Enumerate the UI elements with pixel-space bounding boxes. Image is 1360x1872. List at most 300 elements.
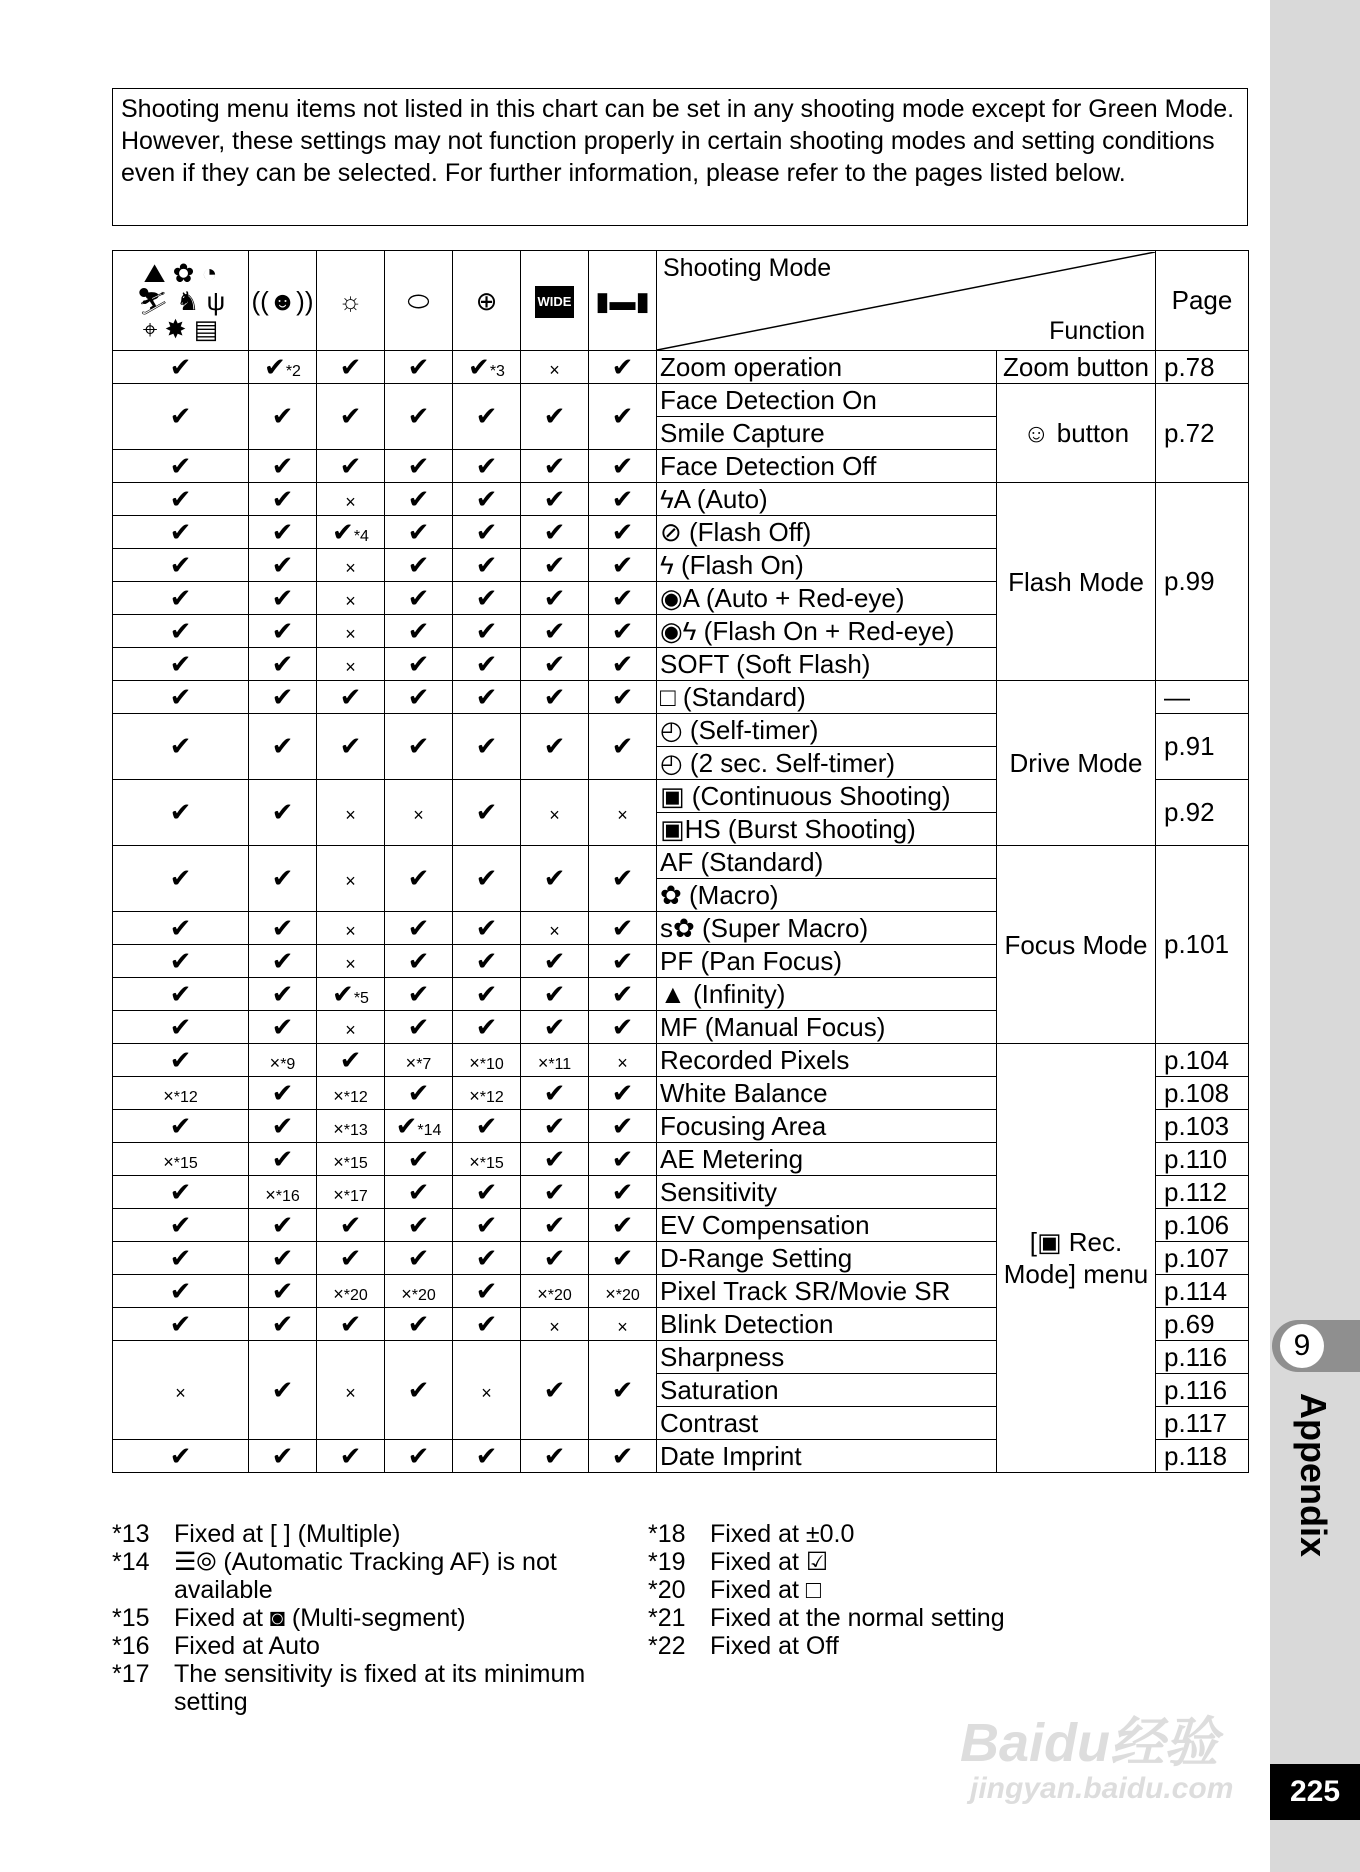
table-row <box>113 351 1249 384</box>
mode-cell: × <box>589 1044 657 1077</box>
footnote-text: The sensitivity is fixed at its minimum setting <box>174 1660 586 1716</box>
mode-cell: ✔ <box>113 1242 249 1275</box>
mode-cell: ✔ <box>589 945 657 978</box>
table-row <box>113 681 1249 714</box>
mode-cell: ✔ <box>113 450 249 483</box>
mode-cell: ×*15 <box>317 1143 385 1176</box>
mode-cell: ✔ <box>453 1308 521 1341</box>
mode-cell: ✔ <box>113 1275 249 1308</box>
function-cell: SOFT (Soft Flash) <box>657 648 997 681</box>
mode-cell: ✔ <box>317 1044 385 1077</box>
mode-cell: ✔ <box>589 549 657 582</box>
mode-cell: ✔ <box>521 1176 589 1209</box>
mode-cell: × <box>589 1308 657 1341</box>
mode-cell: ✔ <box>453 1011 521 1044</box>
function-cell: ϟ (Flash On) <box>657 549 997 582</box>
page-cell: p.99 <box>1156 483 1249 681</box>
mode-cell: ✔ <box>249 483 317 516</box>
watermark-line1: Baidu经验 <box>960 1713 1219 1773</box>
mode-cell: × <box>317 648 385 681</box>
mode-cell: ✔ <box>249 846 317 912</box>
chapter-label-box <box>1288 1392 1338 1562</box>
function-cell: ⊘ (Flash Off) <box>657 516 997 549</box>
mode-cell: ✔ <box>249 384 317 450</box>
mode-cell: × <box>521 912 589 945</box>
mode-cell: ✔ <box>453 384 521 450</box>
shooting-mode-label: Shooting Mode <box>663 253 832 282</box>
footnotes-left <box>112 1520 632 1716</box>
mode-cell: ✔ <box>249 1011 317 1044</box>
mode-cell: ✔ <box>453 549 521 582</box>
page-cell: p.91 <box>1156 714 1249 780</box>
mode-cell: ✔ <box>249 1110 317 1143</box>
mode-cell: ✔ <box>589 516 657 549</box>
mode-cell: ✔ <box>317 1242 385 1275</box>
mode-cell: ×*20 <box>589 1275 657 1308</box>
mode-cell: ✔ <box>453 615 521 648</box>
mode-cell: ×*20 <box>385 1275 453 1308</box>
mode-cell: ✔ <box>453 483 521 516</box>
function-cell: ▲ (Infinity) <box>657 978 997 1011</box>
footnote-key: *19 <box>648 1548 686 1576</box>
mode-cell: ✔ <box>385 582 453 615</box>
footnote-text: Fixed at Auto <box>174 1632 320 1660</box>
mode-function-header <box>657 251 1156 351</box>
page-cell: p.110 <box>1156 1143 1249 1176</box>
mode-cell: ✔ <box>113 483 249 516</box>
mode-cell: ✔ <box>589 681 657 714</box>
mode-cell: ✔ <box>385 978 453 1011</box>
mode-cell: ✔ <box>385 1143 453 1176</box>
function-cell: Face Detection Off <box>657 450 997 483</box>
mode-cell: ×*15 <box>453 1143 521 1176</box>
function-cell: Date Imprint <box>657 1440 997 1473</box>
function-cell: D-Range Setting <box>657 1242 997 1275</box>
mode-cell: × <box>317 780 385 846</box>
mode-cell: ×*20 <box>521 1275 589 1308</box>
footnote <box>648 1632 1128 1660</box>
mode-cell: ✔ <box>589 846 657 912</box>
mode-cell: ✔ <box>385 681 453 714</box>
footnote-key: *15 <box>112 1604 150 1632</box>
mode-cell: ✔ <box>521 1077 589 1110</box>
footnote-text: Fixed at Off <box>710 1632 839 1660</box>
function-cell: Contrast <box>657 1407 997 1440</box>
footnote-key: *20 <box>648 1576 686 1604</box>
page-cell: p.118 <box>1156 1440 1249 1473</box>
mode-cell: ✔ <box>113 384 249 450</box>
function-cell: EV Compensation <box>657 1209 997 1242</box>
mode-cell: ✔ <box>453 978 521 1011</box>
mode-cell: ✔*3 <box>453 351 521 384</box>
mode-cell: ×*17 <box>317 1176 385 1209</box>
mode-cell: ✔ <box>589 1077 657 1110</box>
mode-cell: ✔ <box>385 1308 453 1341</box>
mode-cell: × <box>317 945 385 978</box>
function-cell: ◉ϟ (Flash On + Red-eye) <box>657 615 997 648</box>
mode-cell: ✔ <box>385 384 453 450</box>
function-group: ☺ button <box>997 384 1156 483</box>
mode-cell: ✔ <box>589 384 657 450</box>
page-cell: — <box>1156 681 1249 714</box>
mode-cell: ✔ <box>385 846 453 912</box>
mode-cell: ✔ <box>521 846 589 912</box>
mode-cell: ✔ <box>113 1110 249 1143</box>
chapter-number: 9 <box>1280 1324 1324 1368</box>
mode-cell: ✔ <box>589 582 657 615</box>
mode-cell: ×*16 <box>249 1176 317 1209</box>
mode-cell: ✔ <box>249 1242 317 1275</box>
footnote <box>648 1604 1128 1632</box>
mode-cell: ✔ <box>249 1275 317 1308</box>
mode-cell: ×*11 <box>521 1044 589 1077</box>
mode-cell: ✔ <box>113 1044 249 1077</box>
mode-cell: ✔ <box>113 846 249 912</box>
mode-cell: ✔ <box>453 450 521 483</box>
footnote <box>112 1632 632 1660</box>
mode-cell: ✔ <box>453 582 521 615</box>
page-cell: p.92 <box>1156 780 1249 846</box>
page-cell: p.101 <box>1156 846 1249 1044</box>
footnote-text: ☰⦾ (Automatic Tracking AF) is not available <box>174 1548 557 1604</box>
page-number: 225 <box>1270 1764 1360 1820</box>
mode-cell: ✔ <box>521 1242 589 1275</box>
footnote <box>648 1520 1128 1548</box>
mode-cell: ✔ <box>589 450 657 483</box>
mode-cell: ✔ <box>249 648 317 681</box>
mode-cell: ✔ <box>385 549 453 582</box>
function-cell: □ (Standard) <box>657 681 997 714</box>
mode-cell: ✔ <box>249 1077 317 1110</box>
table-row <box>113 483 1249 516</box>
page-cell: p.78 <box>1156 351 1249 384</box>
mode-cell: × <box>317 1341 385 1440</box>
mode-cell: ✔ <box>589 1440 657 1473</box>
wide-mode-icon: WIDE <box>521 251 589 351</box>
footnote-key: *18 <box>648 1520 686 1548</box>
mode-cell: ✔ <box>249 615 317 648</box>
mode-cell: ✔ <box>589 1341 657 1440</box>
mode-cell: ✔ <box>113 1209 249 1242</box>
function-cell: AE Metering <box>657 1143 997 1176</box>
function-cell: ▣HS (Burst Shooting) <box>657 813 997 846</box>
mode-cell: ✔ <box>589 1176 657 1209</box>
mode-cell: ✔ <box>317 1440 385 1473</box>
footnote-key: *21 <box>648 1604 686 1632</box>
function-cell: s✿ (Super Macro) <box>657 912 997 945</box>
mode-cell: ✔ <box>521 1110 589 1143</box>
mode-cell: ✔ <box>113 978 249 1011</box>
function-cell: AF (Standard) <box>657 846 997 879</box>
function-cell: White Balance <box>657 1077 997 1110</box>
function-cell: ▣ (Continuous Shooting) <box>657 780 997 813</box>
page-header: Page <box>1156 251 1249 351</box>
mode-cell: ✔ <box>589 615 657 648</box>
mode-cell: ✔ <box>113 1440 249 1473</box>
mode-cell: ✔ <box>453 945 521 978</box>
mode-cell: ✔ <box>453 648 521 681</box>
footnote <box>648 1576 1128 1604</box>
function-cell: ϟA (Auto) <box>657 483 997 516</box>
mode-cell: ✔ <box>249 582 317 615</box>
mode-cell: ✔ <box>249 912 317 945</box>
footnote <box>112 1660 632 1716</box>
mode-cell: ×*13 <box>317 1110 385 1143</box>
mode-cell: × <box>113 1341 249 1440</box>
mode-cell: ✔ <box>385 648 453 681</box>
mode-cell: ✔ <box>453 1176 521 1209</box>
mode-cell: ✔ <box>249 945 317 978</box>
mode-cell: ✔ <box>385 450 453 483</box>
shooting-mode-table <box>112 250 1249 1473</box>
mode-cell: ✔ <box>521 1143 589 1176</box>
mode-cell: × <box>589 780 657 846</box>
footnote-text: Fixed at [ ] (Multiple) <box>174 1520 401 1548</box>
mode-cell: ✔ <box>317 450 385 483</box>
footnote <box>112 1604 632 1632</box>
mode-cell: ✔ <box>521 384 589 450</box>
mode-cell: ✔ <box>453 780 521 846</box>
chapter-label: Appendix <box>1293 1392 1334 1557</box>
function-group: Flash Mode <box>997 483 1156 681</box>
mode-cell: ✔ <box>113 351 249 384</box>
function-cell: ✿ (Macro) <box>657 879 997 912</box>
mode-cell: ✔ <box>589 978 657 1011</box>
mode-cell: ✔ <box>317 384 385 450</box>
page-cell: p.108 <box>1156 1077 1249 1110</box>
mode-cell: ×*20 <box>317 1275 385 1308</box>
mode-cell: ✔ <box>249 1143 317 1176</box>
mode-cell: ✔ <box>385 945 453 978</box>
mode-cell: ✔ <box>113 648 249 681</box>
mode-cell: ✔ <box>521 450 589 483</box>
mode-cell: ✔ <box>589 1242 657 1275</box>
mode-cell: ✔ <box>113 681 249 714</box>
page-cell: p.69 <box>1156 1308 1249 1341</box>
mode-cell: ✔ <box>113 549 249 582</box>
mode-cell: ✔ <box>521 681 589 714</box>
function-group: [▣ Rec. Mode] menu <box>997 1044 1156 1473</box>
page-cell: p.103 <box>1156 1110 1249 1143</box>
footnote-key: *14 <box>112 1548 150 1576</box>
mode-cell: ✔ <box>249 450 317 483</box>
footnote-key: *13 <box>112 1520 150 1548</box>
mode-cell: ✔ <box>113 516 249 549</box>
mode-cell: ✔ <box>385 516 453 549</box>
page-cell: p.114 <box>1156 1275 1249 1308</box>
mode-cell: ✔ <box>521 1440 589 1473</box>
function-group: Zoom button <box>997 351 1156 384</box>
mode-cell: ✔ <box>521 516 589 549</box>
panorama-mode-icon: ▮▬▮ <box>589 251 657 351</box>
mode-cell: ✔ <box>453 1110 521 1143</box>
function-cell: Sensitivity <box>657 1176 997 1209</box>
mode-cell: ✔ <box>113 714 249 780</box>
mode-cell: ✔ <box>385 1077 453 1110</box>
function-cell: Focusing Area <box>657 1110 997 1143</box>
mode-cell: ✔ <box>589 1209 657 1242</box>
function-cell: Pixel Track SR/Movie SR <box>657 1275 997 1308</box>
mode-cell: ✔ <box>521 1209 589 1242</box>
mode-cell: ✔ <box>453 1275 521 1308</box>
mode-cell: × <box>317 549 385 582</box>
mode-cell: ✔ <box>589 483 657 516</box>
mode-cell: ✔ <box>113 945 249 978</box>
mode-cell: ×*15 <box>113 1143 249 1176</box>
footnote-text: Fixed at □ <box>710 1576 821 1604</box>
mode-cell: ✔ <box>453 1440 521 1473</box>
page-cell: p.106 <box>1156 1209 1249 1242</box>
mode-cell: ✔ <box>249 1440 317 1473</box>
footnote-text: Fixed at ±0.0 <box>710 1520 855 1548</box>
mode-cell: ✔ <box>453 681 521 714</box>
mode-cell: × <box>317 912 385 945</box>
page-cell: p.116 <box>1156 1341 1249 1374</box>
mode-cell: ✔ <box>113 912 249 945</box>
mode-cell: ✔ <box>249 1341 317 1440</box>
mode-cell: ✔ <box>249 780 317 846</box>
function-cell: ◴ (Self-timer) <box>657 714 997 747</box>
mode-cell: ✔ <box>453 846 521 912</box>
mode-cell: ✔ <box>317 351 385 384</box>
mode-cell: ×*12 <box>453 1077 521 1110</box>
function-cell: Face Detection On <box>657 384 997 417</box>
page-cell: p.117 <box>1156 1407 1249 1440</box>
function-cell: ◴ (2 sec. Self-timer) <box>657 747 997 780</box>
mode-cell: ✔ <box>521 1011 589 1044</box>
page-cell: p.72 <box>1156 384 1249 483</box>
mode-cell: ✔ <box>453 516 521 549</box>
mode-cell: ✔ <box>521 1341 589 1440</box>
mode-cell: ✔ <box>317 1209 385 1242</box>
mode-cell: ✔ <box>521 549 589 582</box>
mode-cell: ✔ <box>113 1308 249 1341</box>
backlight-mode-icon: ☼ <box>317 251 385 351</box>
mode-cell: × <box>317 615 385 648</box>
watermark-line2: jingyan.baidu.com <box>970 1772 1234 1805</box>
mode-cell: × <box>317 483 385 516</box>
mode-cell: ✔ <box>317 714 385 780</box>
mode-cell: ✔ <box>521 483 589 516</box>
mode-cell: ✔ <box>385 483 453 516</box>
mode-cell: ✔ <box>521 714 589 780</box>
footnote-text: Fixed at ☑ <box>710 1548 829 1576</box>
table-row <box>113 1044 1249 1077</box>
mode-cell: ✔ <box>521 615 589 648</box>
mode-cell: ✔ <box>249 978 317 1011</box>
mode-cell: ✔ <box>113 615 249 648</box>
mode-cell: ✔ <box>385 912 453 945</box>
function-cell: Zoom operation <box>657 351 997 384</box>
mode-cell: ×*7 <box>385 1044 453 1077</box>
intro-note: Shooting menu items not listed in this chart can be set in any shooting mode except for Green Mode. However, these settings may not function properly in certain shooting modes and setting conditions even if they can be selected. For further information, please refer to the pages listed below. <box>112 88 1248 226</box>
mode-cell: × <box>385 780 453 846</box>
mode-cell: ✔ <box>589 912 657 945</box>
function-cell: Blink Detection <box>657 1308 997 1341</box>
function-cell: Saturation <box>657 1374 997 1407</box>
mode-cell: ✔ <box>385 1341 453 1440</box>
mode-cell: ✔ <box>385 1209 453 1242</box>
mode-cell: ✔ <box>249 714 317 780</box>
mode-cell: ×*12 <box>317 1077 385 1110</box>
mode-cell: ✔ <box>385 714 453 780</box>
footnote-text: Fixed at the normal setting <box>710 1604 1005 1632</box>
function-cell: MF (Manual Focus) <box>657 1011 997 1044</box>
frame-mode-icon: ⬭ <box>385 251 453 351</box>
mode-cell: ✔ <box>589 1110 657 1143</box>
mode-cell: ✔ <box>113 582 249 615</box>
mode-cell: ✔ <box>453 1242 521 1275</box>
footnotes-right <box>648 1520 1128 1660</box>
mode-cell: ✔ <box>385 1011 453 1044</box>
mode-cell: ×*12 <box>113 1077 249 1110</box>
mode-cell: ✔ <box>249 681 317 714</box>
footnote <box>648 1548 1128 1576</box>
mode-cell: ×*9 <box>249 1044 317 1077</box>
function-cell: ◉A (Auto + Red-eye) <box>657 582 997 615</box>
mode-cell: ✔*2 <box>249 351 317 384</box>
footnote-key: *16 <box>112 1632 150 1660</box>
mode-cell: × <box>521 351 589 384</box>
page-cell: p.112 <box>1156 1176 1249 1209</box>
page-cell: p.107 <box>1156 1242 1249 1275</box>
mode-cell: ✔*4 <box>317 516 385 549</box>
mode-cell: ✔ <box>249 516 317 549</box>
function-cell: Recorded Pixels <box>657 1044 997 1077</box>
mode-cell: ✔ <box>317 1308 385 1341</box>
function-group: Focus Mode <box>997 846 1156 1044</box>
mode-cell: × <box>521 1308 589 1341</box>
mode-cell: ×*10 <box>453 1044 521 1077</box>
mode-cell: ✔ <box>521 582 589 615</box>
footnote-key: *22 <box>648 1632 686 1660</box>
mode-cell: ✔ <box>453 1209 521 1242</box>
mode-cell: × <box>317 582 385 615</box>
mode-cell: ✔ <box>113 780 249 846</box>
function-cell: Sharpness <box>657 1341 997 1374</box>
watermark <box>960 1700 1270 1820</box>
mode-cell: ✔ <box>249 1308 317 1341</box>
page-cell: p.104 <box>1156 1044 1249 1077</box>
mode-cell: ✔ <box>113 1011 249 1044</box>
mode-cell: ✔ <box>249 1209 317 1242</box>
mode-cell: ✔ <box>589 1143 657 1176</box>
function-label: Function <box>1049 316 1145 345</box>
table-row <box>113 384 1249 417</box>
mode-cell: × <box>453 1341 521 1440</box>
mode-cell: ✔*14 <box>385 1110 453 1143</box>
mode-cell: ✔ <box>317 681 385 714</box>
mode-cell: ✔ <box>589 714 657 780</box>
mode-cell: ✔ <box>385 615 453 648</box>
mode-cell: × <box>317 1011 385 1044</box>
mode-cell: ✔ <box>521 945 589 978</box>
mode-cell: ✔ <box>521 978 589 1011</box>
mode-cell: ✔*5 <box>317 978 385 1011</box>
mode-cell: ✔ <box>589 351 657 384</box>
mode-cell: ✔ <box>453 912 521 945</box>
mode-cell: ✔ <box>385 1242 453 1275</box>
mode-cell: ✔ <box>385 351 453 384</box>
mode-cell: × <box>317 846 385 912</box>
scene-modes-icon: ⛰ ✿ ◔ ⛷ ♞ ψ ⌖ ✸ ▤ <box>113 251 249 351</box>
function-group: Drive Mode <box>997 681 1156 846</box>
globe-mode-icon: ⊕ <box>453 251 521 351</box>
function-cell: Smile Capture <box>657 417 997 450</box>
mode-cell: ✔ <box>113 1176 249 1209</box>
mode-cell: ✔ <box>589 648 657 681</box>
portrait-mode-icon: ((☻)) <box>249 251 317 351</box>
